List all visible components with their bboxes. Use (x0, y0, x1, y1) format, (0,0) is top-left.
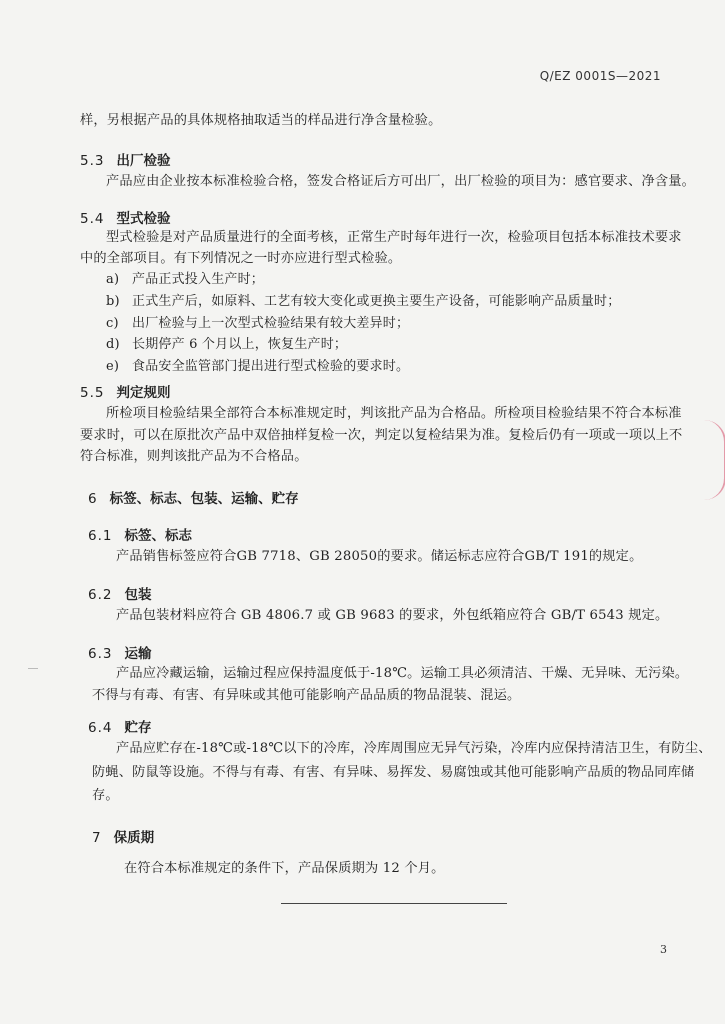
section-heading-7 (92, 826, 154, 846)
list-item (106, 268, 264, 292)
section-title: 贮存 (124, 720, 152, 736)
list-marker: b) (106, 294, 120, 309)
section-number: 5.3 (80, 153, 105, 169)
paragraph-line: 不得与有毒、有害、有异味或其他可能影响产品品质的物品混装、混运。 (92, 688, 521, 703)
section-heading-6-3 (88, 642, 151, 662)
section-heading-5-5 (80, 381, 170, 401)
section-heading-6-2 (88, 583, 151, 603)
paragraph-line: 符合标准，则判该批产品为不合格品。 (80, 449, 308, 464)
paragraph-line: 防蝇、防鼠等设施。不得与有毒、有害、有异味、易挥发、易腐蚀或其他可能影响产品质的物品同库储 (92, 765, 695, 780)
section-heading-6-4 (88, 716, 151, 736)
section-title: 运输 (124, 646, 152, 662)
paragraph-line: 型式检验是对产品质量进行的全面考核，正常生产时每年进行一次，检验项目包括本标准技术要求 (106, 230, 682, 245)
paragraph-line: 存。 (92, 788, 119, 803)
section-number: 5.5 (80, 385, 105, 401)
section-title: 标签、标志 (124, 528, 192, 544)
document-code: Q/EZ 0001S—2021 (539, 69, 661, 83)
list-marker: d) (106, 337, 120, 352)
list-marker: a) (106, 272, 120, 287)
section-number: 6 (88, 491, 98, 507)
paragraph-line: 样，另根据产品的具体规格抽取适当的样品进行净含量检验。 (80, 113, 442, 128)
section-heading-5-4 (80, 207, 170, 227)
section-heading-5-3 (80, 149, 170, 169)
section-number: 6.3 (88, 646, 113, 662)
list-item (106, 355, 409, 379)
section-title: 出厂检验 (116, 153, 171, 169)
paragraph-line: 产品应贮存在-18℃或-18℃以下的冷库，冷库周围应无异气污染，冷库内应保持清洁卫生，有防尘、 (116, 741, 712, 756)
margin-mark (28, 668, 38, 669)
list-item-text: 出厂检验与上一次型式检验结果有较大差异时； (132, 316, 410, 331)
list-item-text: 长期停产 6 个月以上，恢复生产时； (132, 337, 348, 352)
section-title: 标签、标志、包装、运输、贮存 (109, 491, 299, 507)
list-marker: e) (106, 359, 120, 374)
page-number: 3 (660, 943, 667, 956)
paragraph-line: 产品包装材料应符合 GB 4806.7 或 GB 9683 的要求，外包纸箱应符合 GB/T 6543 规定。 (116, 608, 669, 623)
paragraph-line: 在符合本标准规定的条件下，产品保质期为 12 个月。 (124, 861, 445, 876)
edge-mark (704, 420, 725, 500)
section-title: 型式检验 (116, 211, 171, 227)
paragraph-line: 产品应由企业按本标准检验合格，签发合格证后方可出厂，出厂检验的项目为：感官要求、净含量。 (106, 174, 696, 189)
list-item (106, 333, 347, 357)
paragraph-line: 产品销售标签应符合GB 7718、GB 28050的要求。储运标志应符合GB/T 191的规定。 (116, 549, 643, 564)
list-item-text: 产品正式投入生产时； (132, 272, 265, 287)
section-number: 5.4 (80, 211, 105, 227)
list-item (106, 290, 620, 314)
list-item-text: 食品安全监管部门提出进行型式检验的要求时。 (132, 359, 410, 374)
section-number: 6.4 (88, 720, 113, 736)
section-title: 保质期 (113, 830, 155, 846)
paragraph-line: 要求时，可以在原批次产品中双倍抽样复检一次，判定以复检结果为准。复检后仍有一项或一项以上不 (80, 428, 683, 443)
paragraph-line: 所检项目检验结果全部符合本标准规定时，判该批产品为合格品。所检项目检验结果不符合本标准 (106, 406, 682, 421)
paragraph-line: 中的全部项目。有下列情况之一时亦应进行型式检验。 (80, 251, 402, 266)
paragraph-line: 产品应冷藏运输，运输过程应保持温度低于-18℃。运输工具必须清洁、干燥、无异味、无污染。 (116, 666, 689, 681)
section-title: 判定规则 (116, 385, 171, 401)
end-rule (281, 903, 507, 904)
section-heading-6-1 (88, 524, 192, 544)
section-number: 6.2 (88, 587, 113, 603)
list-marker: c) (106, 316, 119, 331)
section-heading-6 (88, 487, 299, 507)
list-item-text: 正式生产后，如原料、工艺有较大变化或更换主要生产设备，可能影响产品质量时； (132, 294, 621, 309)
section-number: 7 (92, 830, 102, 846)
section-title: 包装 (124, 587, 152, 603)
section-number: 6.1 (88, 528, 113, 544)
